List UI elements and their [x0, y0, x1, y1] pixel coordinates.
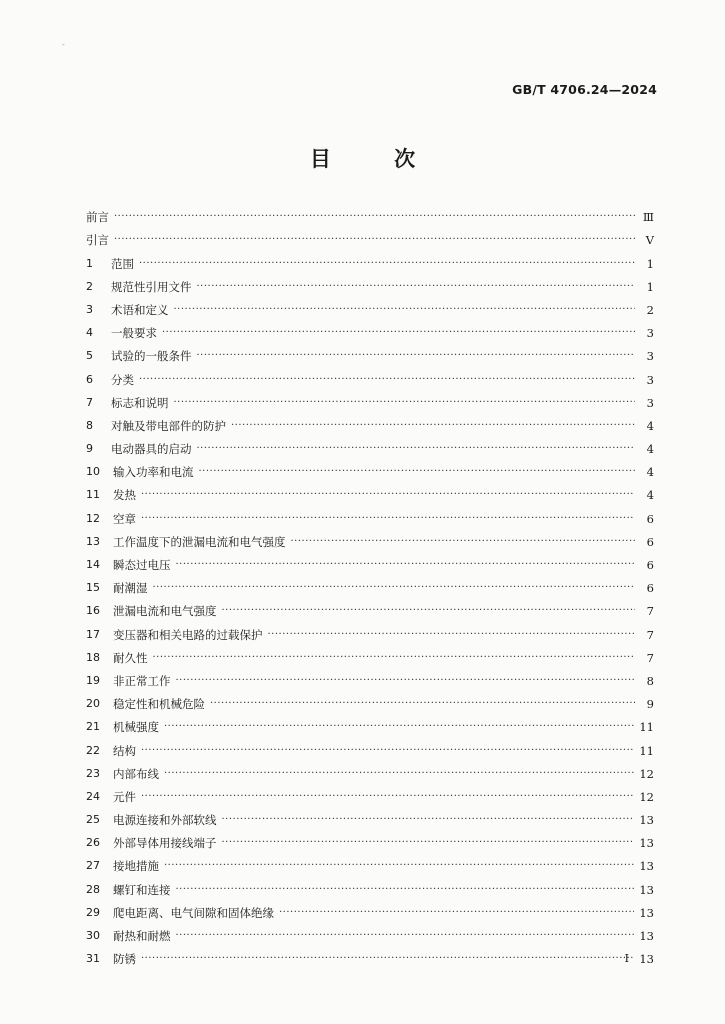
toc-entry-number: 30 [86, 929, 100, 942]
toc-entry-page: 3 [646, 372, 654, 387]
toc-entry [86, 804, 654, 827]
toc-entry-title: 接地措施 [113, 859, 159, 874]
dot-leader [197, 349, 636, 363]
toc-entry-page: Ⅴ [645, 233, 654, 248]
toc-entry-number: 7 [86, 395, 93, 409]
toc-entry-title: 范围 [111, 256, 134, 271]
toc-entry-number: 17 [86, 627, 100, 641]
toc-entry-page: 3 [646, 349, 654, 364]
toc-entry-number: 14 [86, 558, 100, 571]
toc-entry-page: 13 [639, 813, 654, 828]
toc-entry-title: 泄漏电流和电气强度 [113, 604, 217, 619]
toc-entry-title: 电源连接和外部软线 [113, 813, 217, 828]
toc-entry-title: 结构 [113, 743, 136, 758]
toc-entry-number: 9 [86, 442, 93, 456]
dot-leader [141, 744, 634, 758]
toc-entry-number: 28 [86, 882, 100, 896]
toc-entry-title: 空章 [113, 511, 136, 526]
dot-leader [164, 859, 634, 873]
toc-entry [86, 387, 654, 410]
toc-entry-number: 23 [86, 766, 100, 780]
dot-leader [222, 604, 636, 618]
toc-entry [86, 827, 654, 850]
toc-entry-page: 12 [639, 789, 654, 804]
dot-leader [174, 303, 636, 317]
scan-mark: - [62, 40, 65, 49]
toc-entry-page: 3 [646, 395, 654, 410]
toc-entry-title: 元件 [113, 789, 136, 804]
toc-entry [86, 549, 654, 572]
toc-entry [86, 688, 654, 711]
toc-entry-title: 一般要求 [111, 326, 157, 341]
dot-leader [141, 488, 635, 502]
toc-entry-title: 前言 [86, 210, 109, 225]
toc-entry-page: 1 [646, 279, 654, 294]
toc-entry-page: 13 [639, 952, 654, 967]
toc-entry-page: 4 [646, 418, 654, 433]
toc-entry-title: 输入功率和电流 [113, 465, 194, 480]
toc-entry-title: 规范性引用文件 [111, 279, 192, 294]
toc-entry [86, 711, 654, 734]
toc-entry-number: 18 [86, 650, 100, 664]
toc-entry [86, 363, 654, 386]
toc-entry-page: 2 [646, 302, 654, 317]
toc-entry [86, 340, 654, 363]
toc-entry-page: 13 [639, 836, 654, 851]
toc-entry-number: 31 [86, 952, 100, 966]
page-number: I [624, 952, 629, 965]
toc-entry-title: 外部导体用接线端子 [113, 836, 217, 851]
toc-entry [86, 758, 654, 781]
toc-entry-title: 耐久性 [113, 650, 148, 665]
toc-entry-title: 耐热和耐燃 [113, 929, 171, 943]
toc-entry-title: 内部布线 [113, 766, 159, 781]
dot-leader [291, 535, 636, 549]
toc-entry [86, 479, 654, 502]
toc-entry-page: 13 [639, 882, 654, 897]
dot-leader [153, 581, 636, 595]
toc-entry [86, 595, 654, 618]
toc-entry-page: 12 [639, 766, 654, 781]
toc-entry-number: 1 [86, 256, 93, 270]
dot-leader [210, 697, 635, 711]
toc-entry-page: 6 [646, 511, 654, 526]
toc-entry [86, 317, 654, 340]
toc-entry [86, 873, 654, 896]
dot-leader [268, 628, 636, 642]
toc-entry [86, 502, 654, 525]
dot-leader [197, 280, 636, 294]
toc-entry-number: 6 [86, 372, 93, 386]
toc-entry-page: 11 [639, 720, 654, 735]
dot-leader [176, 883, 635, 897]
dot-leader [222, 836, 635, 850]
toc-entry [86, 456, 654, 479]
toc-entry-page: 11 [639, 743, 654, 758]
toc-entry-title: 引言 [86, 233, 109, 248]
dot-leader [139, 373, 635, 387]
table-of-contents [86, 201, 654, 966]
toc-entry-title: 耐潮湿 [113, 581, 148, 596]
dot-leader [176, 929, 635, 943]
toc-entry-number: 15 [86, 581, 100, 595]
toc-entry-title: 非正常工作 [113, 673, 171, 688]
toc-entry-title: 稳定性和机械危险 [113, 697, 205, 712]
toc-entry-number: 25 [86, 813, 100, 827]
toc-entry [86, 850, 654, 873]
page-title: 目 次 [309, 146, 444, 171]
dot-leader [176, 558, 636, 572]
toc-entry-number: 3 [86, 302, 93, 316]
toc-entry-title: 分类 [111, 372, 134, 387]
toc-entry-number: 16 [86, 604, 100, 618]
toc-entry-number: 29 [86, 905, 100, 919]
toc-entry-title: 电动器具的启动 [111, 442, 192, 457]
toc-entry-page: 6 [646, 558, 654, 572]
toc-entry [86, 526, 654, 549]
toc-entry-page: 6 [646, 581, 654, 596]
toc-entry [86, 572, 654, 595]
toc-entry-title: 瞬态过电压 [113, 558, 171, 572]
toc-entry [86, 618, 654, 641]
toc-entry-number: 10 [86, 465, 100, 479]
toc-entry-title: 爬电距离、电气间隙和固体绝缘 [113, 905, 274, 920]
toc-entry-page: 4 [646, 442, 654, 457]
dot-leader [141, 512, 635, 526]
toc-entry-number: 13 [86, 534, 100, 548]
toc-entry-number: 8 [86, 418, 93, 432]
toc-entry [86, 734, 654, 757]
toc-entry-title: 发热 [113, 488, 136, 503]
dot-leader [164, 720, 634, 734]
toc-entry-page: 13 [639, 859, 654, 874]
dot-leader [162, 326, 635, 340]
toc-entry-page: 1 [646, 256, 654, 271]
toc-entry [86, 410, 654, 433]
dot-leader [176, 674, 636, 688]
toc-entry [86, 920, 654, 943]
toc-entry-number: 12 [86, 511, 100, 525]
toc-entry-page: 9 [646, 697, 654, 712]
toc-entry [86, 271, 654, 294]
toc-entry-number: 24 [86, 789, 100, 803]
toc-entry-title: 螺钉和连接 [113, 882, 171, 897]
toc-entry [86, 201, 654, 224]
toc-entry-number: 11 [86, 488, 100, 502]
dot-leader [197, 442, 636, 456]
toc-entry-title: 标志和说明 [111, 395, 169, 410]
toc-entry-page: 7 [646, 650, 654, 665]
dot-leader [139, 257, 635, 271]
toc-entry-page: 4 [646, 488, 654, 503]
toc-entry [86, 781, 654, 804]
toc-entry [86, 294, 654, 317]
dot-leader [199, 465, 636, 479]
toc-entry-page: 7 [646, 604, 654, 619]
toc-entry [86, 433, 654, 456]
toc-entry-number: 21 [86, 720, 100, 734]
toc-entry-title: 对触及带电部件的防护 [111, 418, 226, 433]
dot-leader [114, 210, 635, 224]
toc-entry-title: 防锈 [113, 952, 136, 967]
toc-entry-number: 5 [86, 349, 93, 363]
toc-entry [86, 897, 654, 920]
toc-entry [86, 642, 654, 665]
toc-entry-number: 22 [86, 743, 100, 757]
toc-entry-page: Ⅲ [642, 210, 654, 225]
toc-entry [86, 247, 654, 270]
toc-entry-title: 术语和定义 [111, 302, 169, 317]
dot-leader [231, 419, 635, 433]
dot-leader [222, 813, 635, 827]
dot-leader [279, 906, 634, 920]
toc-entry-page: 13 [639, 929, 654, 943]
toc-entry-page: 4 [646, 465, 654, 480]
dot-leader [141, 952, 634, 966]
toc-entry-page: 7 [646, 627, 654, 642]
dot-leader [153, 651, 636, 665]
toc-entry-title: 工作温度下的泄漏电流和电气强度 [113, 534, 286, 549]
dot-leader [141, 790, 634, 804]
dot-leader [174, 396, 636, 410]
toc-entry-number: 26 [86, 836, 100, 850]
standard-number: GB/T 4706.24—2024 [512, 82, 657, 97]
dot-leader [164, 767, 634, 781]
toc-entry-page: 3 [646, 326, 654, 341]
toc-entry-page: 8 [646, 673, 654, 688]
toc-entry-page: 13 [639, 905, 654, 920]
toc-entry-title: 机械强度 [113, 720, 159, 735]
toc-entry [86, 943, 654, 966]
dot-leader [114, 233, 635, 247]
toc-entry-title: 变压器和相关电路的过载保护 [113, 627, 263, 642]
toc-entry-number: 27 [86, 859, 100, 873]
toc-entry-title: 试验的一般条件 [111, 349, 192, 364]
toc-entry [86, 224, 654, 247]
toc-entry-number: 19 [86, 673, 100, 687]
toc-entry-number: 2 [86, 279, 93, 293]
toc-entry-page: 6 [646, 534, 654, 549]
toc-entry-number: 4 [86, 326, 93, 340]
toc-entry-number: 20 [86, 697, 100, 711]
toc-entry [86, 665, 654, 688]
